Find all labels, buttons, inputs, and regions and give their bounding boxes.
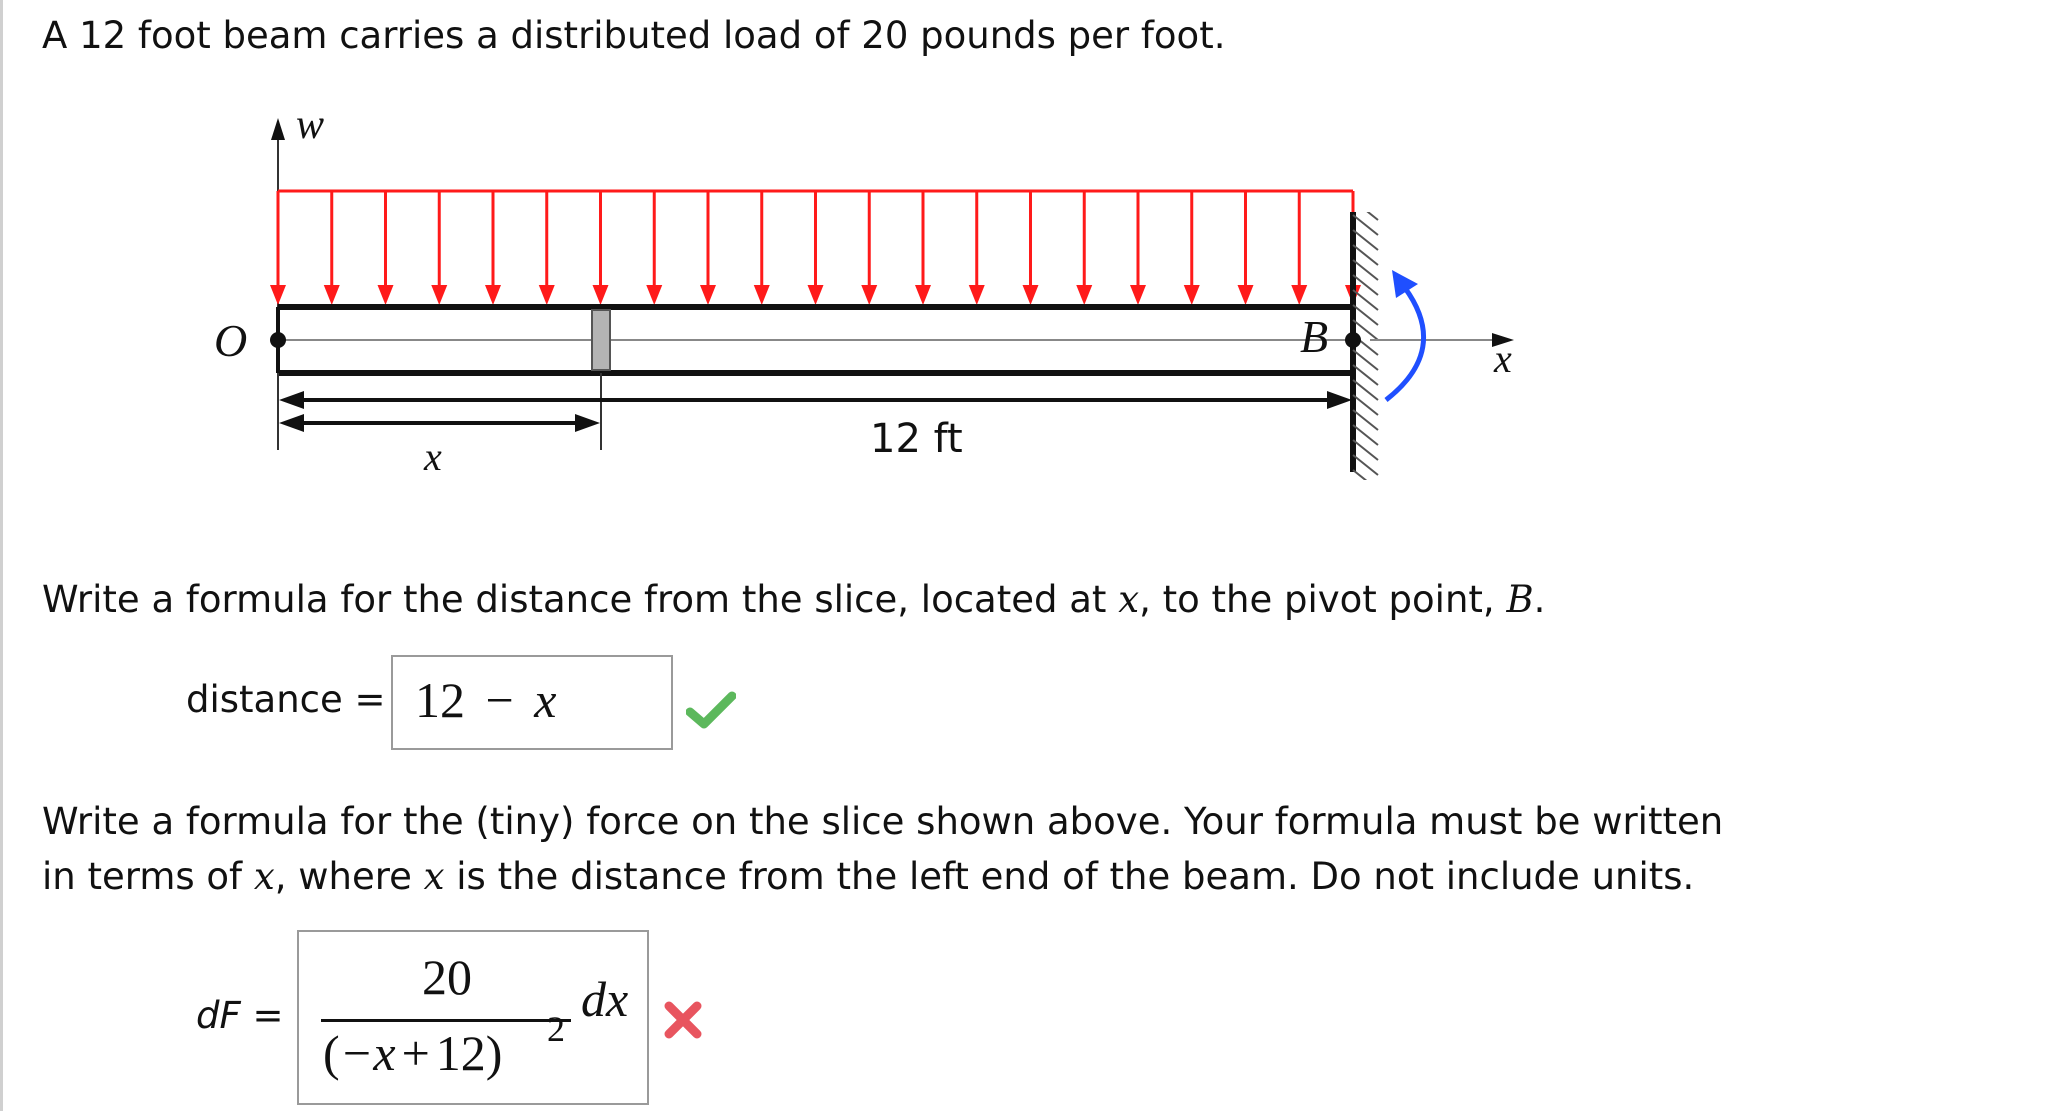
distance-answer-number: 12 xyxy=(415,672,465,728)
load-arrowhead xyxy=(915,285,931,305)
load-arrowhead xyxy=(485,285,501,305)
load-arrowhead xyxy=(861,285,877,305)
denominator-neg-x: −x xyxy=(339,1025,396,1081)
force-label-var: dF xyxy=(196,994,241,1037)
denominator-close-paren: ) xyxy=(485,1025,503,1081)
beam-diagram xyxy=(0,0,2046,500)
differential-dx: dx xyxy=(581,971,629,1027)
load-arrowhead xyxy=(808,285,824,305)
distance-label: distance = xyxy=(186,678,386,721)
load-arrowhead xyxy=(1184,285,1200,305)
load-arrowhead xyxy=(270,285,286,305)
question2-prompt-var-x2: x xyxy=(423,855,445,898)
load-arrowhead xyxy=(1238,285,1254,305)
question2-prompt-text-pre: in terms of xyxy=(42,855,254,898)
distance-answer-variable: x xyxy=(534,672,557,728)
denominator-exponent: 2 xyxy=(547,1009,565,1049)
load-axis-arrowhead xyxy=(271,118,285,140)
load-arrowhead xyxy=(593,285,609,305)
load-arrowhead xyxy=(754,285,770,305)
fraction-numerator: 20 xyxy=(422,949,472,1005)
force-label-equals: = xyxy=(240,994,284,1037)
dimension-x-arrow-left xyxy=(279,414,304,432)
force-answer-math xyxy=(299,932,647,1103)
load-arrowhead xyxy=(646,285,662,305)
distance-answer-operator: − xyxy=(485,672,514,728)
load-arrowhead xyxy=(1130,285,1146,305)
load-arrowhead xyxy=(700,285,716,305)
question2-prompt-text-post: is the distance from the left end of the beam. Do not include units. xyxy=(444,855,1695,898)
denominator-plus: + xyxy=(401,1025,430,1081)
load-arrowhead xyxy=(1076,285,1092,305)
load-arrowhead xyxy=(431,285,447,305)
question1-prompt-text: Write a formula for the distance from the slice, located at xyxy=(42,578,1119,621)
origin-point xyxy=(270,332,286,348)
dimension-length-arrow-left xyxy=(279,391,304,409)
question1-prompt-var-b: B xyxy=(1506,578,1534,621)
beam-slice xyxy=(592,310,610,370)
fraction-bar xyxy=(321,1019,571,1022)
load-arrowhead xyxy=(1291,285,1307,305)
force-label xyxy=(196,994,284,1037)
load-arrowhead xyxy=(969,285,985,305)
cross-icon xyxy=(663,1000,703,1040)
pivot-point xyxy=(1345,332,1361,348)
question2-prompt-text: Write a formula for the (tiny) force on the slice shown above. Your formula must be written xyxy=(42,800,1724,843)
moment-arc xyxy=(1386,288,1424,400)
x-axis-label: x xyxy=(1494,336,1512,381)
distance-answer-math xyxy=(415,671,556,729)
pivot-label: B xyxy=(1300,311,1329,362)
load-arrows xyxy=(270,191,1361,305)
load-arrowhead xyxy=(324,285,340,305)
wall-hatching xyxy=(1353,200,1378,500)
question1-prompt-var-x: x xyxy=(1118,578,1140,621)
slice-position-label: x xyxy=(424,434,442,479)
origin-label: O xyxy=(214,315,248,366)
question1-prompt xyxy=(42,572,1545,627)
dimension-length-arrow-right xyxy=(1327,391,1352,409)
question1-prompt-text-end: . xyxy=(1533,578,1546,621)
question2-prompt-line2 xyxy=(42,849,1694,904)
force-answer-field[interactable] xyxy=(297,930,649,1105)
distance-answer-field[interactable] xyxy=(391,655,673,750)
question2-prompt-text-mid: , where xyxy=(274,855,424,898)
dimension-x-arrow-right xyxy=(575,414,600,432)
check-icon xyxy=(686,690,736,730)
load-arrowhead xyxy=(378,285,394,305)
load-arrowhead xyxy=(1023,285,1039,305)
wall-hatch-line xyxy=(1353,485,1378,500)
question2-prompt-line1 xyxy=(42,794,1723,849)
question1-prompt-text-mid: , to the pivot point, xyxy=(1139,578,1507,621)
question2-prompt-var-x1: x xyxy=(253,855,275,898)
denominator-open-paren: ( xyxy=(323,1025,340,1081)
load-axis-label: w xyxy=(296,102,325,148)
problem-intro-text: A 12 foot beam carries a distributed load of 20 pounds per foot. xyxy=(42,14,1226,57)
beam-length-label: 12 ft xyxy=(870,416,963,462)
load-arrowhead xyxy=(539,285,555,305)
denominator-number: 12 xyxy=(435,1025,486,1081)
fraction-denominator xyxy=(323,1024,502,1082)
moment-arrowhead xyxy=(1392,270,1418,298)
